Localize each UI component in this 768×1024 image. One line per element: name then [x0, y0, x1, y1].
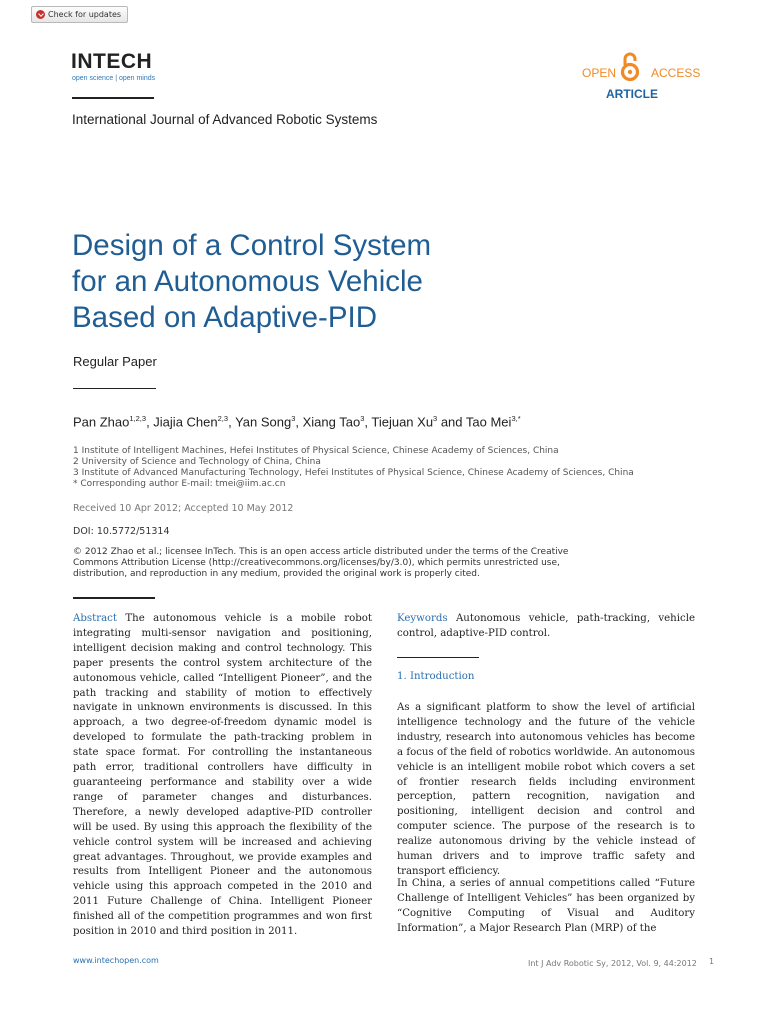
license-statement: © 2012 Zhao et al.; licensee InTech. This is an open access article distributed under the terms of the Creative Commons Attribution License (http://creativecommons.org/licenses/by/3.0), which permits unrestricted use, distribution, and reproduction in any medium, provided the original work is properly cited.: [73, 547, 569, 579]
divider: [397, 657, 479, 658]
section-heading: 1. Introduction: [397, 671, 475, 682]
open-access-open: OPEN: [582, 66, 617, 80]
title-line: Design of a Control System: [72, 229, 432, 262]
check-for-updates-label: Check for updates: [48, 10, 122, 19]
author-name: Yan Song: [235, 414, 292, 430]
author-name: Jiajia Chen: [153, 414, 218, 430]
received-accepted-dates: Received 10 Apr 2012; Accepted 10 May 2012: [73, 503, 294, 514]
update-icon: [36, 10, 45, 19]
divider: [73, 597, 155, 599]
author-affiliation-marker: 3,*: [511, 414, 521, 423]
author-affiliation-marker: 3: [360, 414, 365, 423]
paragraph: As a significant platform to show the level of artificial intelligence technology and the future of the vehicle industry, research into autonomous vehicles has become a focus of the field of robotics worldwide. An autonomous vehicle is an intelligent mobile robot which covers a set of frontier research fields including environment perception, pattern recognition, navigation and positioning, intelligent decision and control and computer science. The purpose of the research is to realize autonomous driving by the vehicle instead of human drivers and to improve traffic safety and transport efficiency.: [397, 702, 695, 877]
abstract-text: The autonomous vehicle is a mobile robot integrating multi-sensor navigation and positioning, intelligent decision making and control technology. This paper presents the control system architecture of the autonomous vehicle, called “Intelligent Pioneer”, and the path tracking and stability of motion to effectively navigate in unknown environments is discussed. In this approach, a two degree-of-freedom dynamic model is developed to formulate the path-tracking problem in state space format. For controlling the instantaneous path error, traditional controllers have difficulty in guaranteeing performance and stability over a wide range of parameter changes and disturbances. Therefore, a newly developed adaptive-PID controller will be used. By using this approach the flexibility of the vehicle control system will be increased and achieving great advantages. Throughout, we provide examples and results from Intelligent Pioneer and the autonomous vehicle using this approach competed in the 2010 and 2011 Future Challenge of China. Intelligent Pioneer finished all of the competition programmes and won first position in 2010 and third position in 2011.: [73, 613, 372, 938]
title-line: for an Autonomous Vehicle: [72, 265, 423, 298]
corresponding-author: * Corresponding author E-mail: tmei@iim.ac.cn: [73, 479, 286, 489]
author-name: Xiang Tao: [302, 414, 361, 430]
affiliation: 1 Institute of Intelligent Machines, Hefei Institutes of Physical Science, Chinese Academy of Sciences, China: [73, 446, 559, 456]
publisher-logo: INTECH: [71, 50, 153, 73]
affiliation: 2 University of Science and Technology of China, China: [73, 457, 321, 467]
author-affiliation-marker: 1,2,3: [129, 414, 147, 423]
divider: [73, 388, 156, 389]
logo-divider: [72, 97, 154, 99]
paragraph: In China, a series of annual competitions called “Future Challenge of Intelligent Vehicles” has been organized by “Cognitive Computing of Visual and Auditory Information”, a Major Research Plan (MRP) of the: [397, 878, 695, 934]
journal-name: International Journal of Advanced Robotic Systems: [72, 112, 378, 127]
paper-type: Regular Paper: [73, 354, 157, 369]
doi: DOI: 10.5772/51314: [73, 526, 170, 537]
author-affiliation-marker: 3: [291, 414, 296, 423]
abstract-label: Abstract: [73, 613, 117, 624]
author-name: Tiejuan Xu: [371, 414, 434, 430]
open-access-access: ACCESS: [651, 66, 701, 80]
author-name: Tao Mei: [465, 414, 512, 430]
author-affiliation-marker: 2,3: [217, 414, 229, 423]
author-name: Pan Zhao: [73, 414, 130, 430]
title-line: Based on Adaptive-PID: [72, 301, 378, 334]
abstract: [73, 612, 372, 940]
paper-title: [72, 228, 592, 336]
author-affiliation-marker: 3: [433, 414, 438, 423]
page-number: 1: [709, 957, 715, 966]
affiliation: 3 Institute of Advanced Manufacturing Technology, Hefei Institutes of Physical Science, Chinese Academy of Sciences, China: [73, 468, 634, 478]
author-list: Pan Zhao$^{1,2,3}$, Jiajia Chen$^{2,3}$, Yan Song$^3$, Xiang Tao$^3$, Tiejuan Xu$^3$ and Tao Mei$^{3,*}$: [73, 414, 521, 430]
check-for-updates-button[interactable]: [31, 6, 128, 23]
keywords: [397, 612, 695, 642]
keywords-text: Autonomous vehicle, path-tracking, vehicle control, adaptive-PID control.: [397, 613, 695, 639]
open-access-article: ARTICLE: [606, 87, 658, 101]
keywords-label: Keywords: [397, 613, 448, 624]
publisher-tagline: open science | open minds: [72, 75, 156, 82]
open-access-lock-icon: [620, 52, 640, 82]
footer-citation: Int J Adv Robotic Sy, 2012, Vol. 9, 44:2012: [528, 959, 697, 968]
footer-url-link[interactable]: www.intechopen.com: [73, 956, 159, 965]
